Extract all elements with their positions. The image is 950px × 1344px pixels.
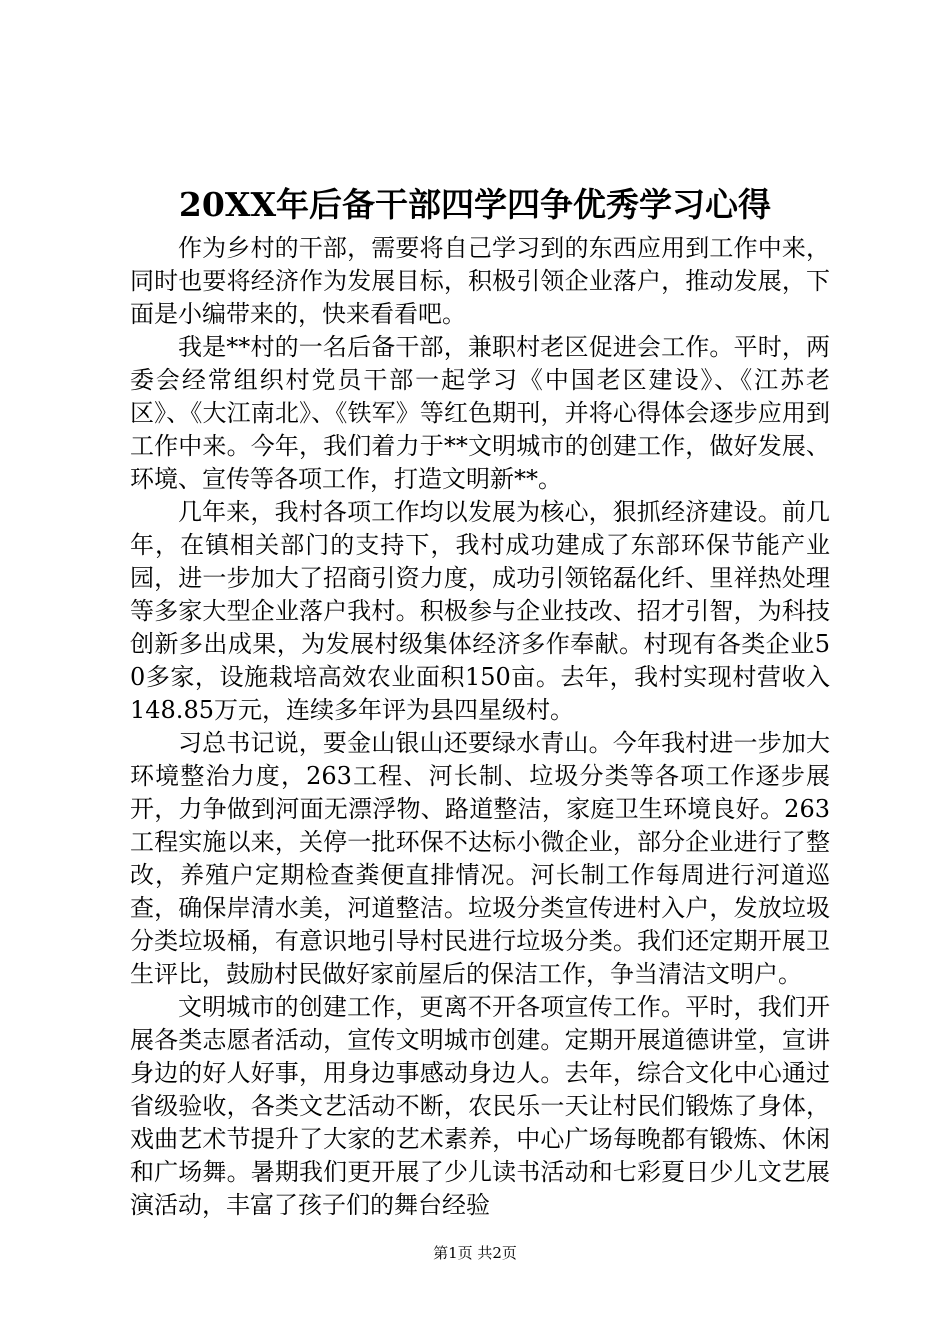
paragraph-intro: 作为乡村的干部，需要将自己学习到的东西应用到工作中来，同时也要将经济作为发展目标，积极引领企业落户，推动发展，下面是小编带来的，快来看看吧。 <box>130 234 830 328</box>
page-number: 第1页 共2页 <box>433 1244 517 1262</box>
document-body <box>130 232 830 1222</box>
paragraph-study: 我是**村的一名后备干部，兼职村老区促进会工作。平时，两委会经常组织村党员干部一起学习《中国老区建设》、《江苏老区》、《大江南北》、《铁军》等红色期刊，并将心得体会逐步应用到工作中来。今年，我们着力于**文明城市的创建工作，做好发展、环境、宣传等各项工作，打造文明新**。 <box>130 333 830 493</box>
paragraph-publicity: 文明城市的创建工作，更离不开各项宣传工作。平时，我们开展各类志愿者活动，宣传文明城市创建。定期开展道德讲堂，宣讲身边的好人好事，用身边事感动身边人。去年，综合文化中心通过省级验收，各类文艺活动不断，农民乐一天让村民们锻炼了身体，戏曲艺术节提升了大家的艺术素养，中心广场每晚都有锻炼、休闲和广场舞。暑期我们更开展了少儿读书活动和七彩夏日少儿文艺展演活动，丰富了孩子们的舞台经验 <box>130 993 830 1219</box>
document-title: 20XX年后备干部四学四争优秀学习心得 <box>178 185 772 224</box>
paragraph-economy: 几年来，我村各项工作均以发展为核心，狠抓经济建设。前几年，在镇相关部门的支持下，我村成功建成了东部环保节能产业园，进一步加大了招商引资力度，成功引领铭磊化纤、里祥热处理等多家大型企业落户我村。积极参与企业技改、招才引智，为科技创新多出成果，为发展村级集体经济多作奉献。村现有各类企业50多家，设施栽培高效农业面积150亩。去年，我村实现村营收入148.85万元，连续多年评为县四星级村。 <box>130 498 830 724</box>
paragraph-environment: 习总书记说，要金山银山还要绿水青山。今年我村进一步加大环境整治力度，263工程、河长制、垃圾分类等各项工作逐步展开，力争做到河面无漂浮物、路道整洁，家庭卫生环境良好。263工程实施以来，关停一批环保不达标小微企业，部分企业进行了整改，养殖户定期检查粪便直排情况。河长制工作每周进行河道巡查，确保岸清水美，河道整洁。垃圾分类宣传进村入户，发放垃圾分类垃圾桶，有意识地引导村民进行垃圾分类。我们还定期开展卫生评比，鼓励村民做好家前屋后的保洁工作，争当清洁文明户。 <box>130 729 830 988</box>
